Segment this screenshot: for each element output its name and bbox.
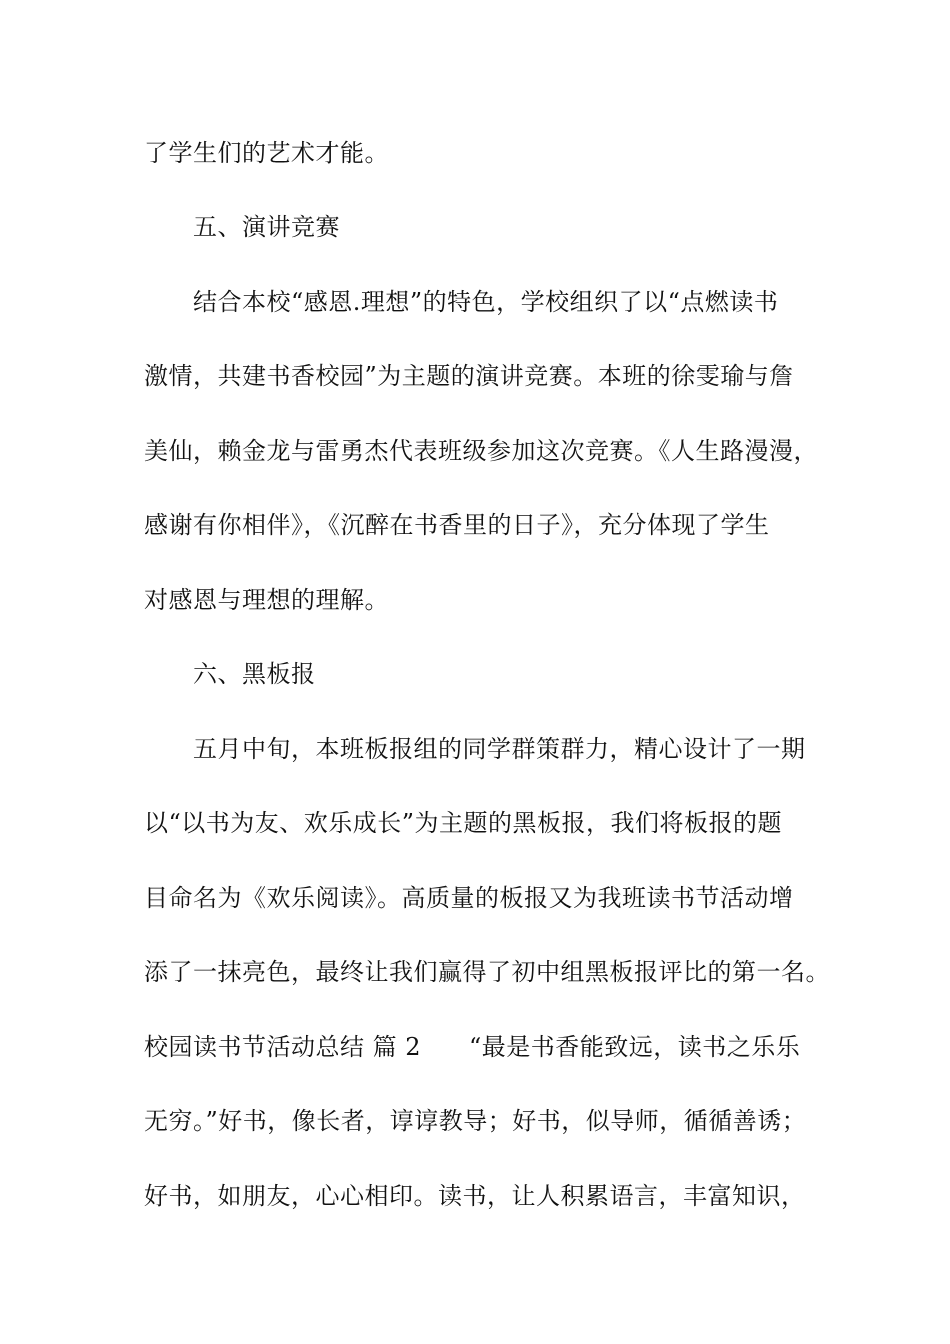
paragraph-line: 激情，共建书香校园”为主题的演讲竞赛。本班的徐雯瑜与詹: [144, 362, 794, 390]
paragraph-line: 感谢有你相伴》，《沉醉在书香里的日子》，充分体现了学生: [144, 511, 770, 539]
section-heading-speech-contest: 五、演讲竞赛: [193, 213, 340, 241]
paragraph-line: 美仙，赖金龙与雷勇杰代表班级参加这次竞赛。《人生路漫漫，: [144, 437, 818, 465]
paragraph-line: 对感恩与理想的理解。: [144, 586, 389, 614]
section-heading-blackboard: 六、黑板报: [193, 660, 316, 688]
paragraph-line: 五月中旬，本班板报组的同学群策群力，精心设计了一期: [193, 735, 806, 763]
paragraph-line: 无穷。”好书，像长者，谆谆教导；好书，似导师，循循善诱；: [144, 1107, 807, 1135]
paragraph-line: 结合本校“感恩.理想”的特色，学校组织了以“点燃读书: [193, 288, 779, 316]
paragraph-line: 目命名为《欢乐阅读》。高质量的板报又为我班读书节活动增: [144, 884, 794, 912]
article-title: 校园读书节活动总结 篇 2: [144, 1033, 422, 1061]
paragraph-opening: “最是书香能致远，读书之乐乐: [469, 1033, 801, 1061]
paragraph-line: 了学生们的艺术才能。: [144, 139, 389, 167]
paragraph-line: 好书，如朋友，心心相印。读书，让人积累语言，丰富知识，: [144, 1182, 806, 1210]
paragraph-line: 添了一抹亮色，最终让我们赢得了初中组黑板报评比的第一名。: [144, 958, 830, 986]
article-title-line: [144, 1032, 800, 1062]
paragraph-line: 以“以书为友、欢乐成长”为主题的黑板报，我们将板报的题: [144, 809, 783, 837]
